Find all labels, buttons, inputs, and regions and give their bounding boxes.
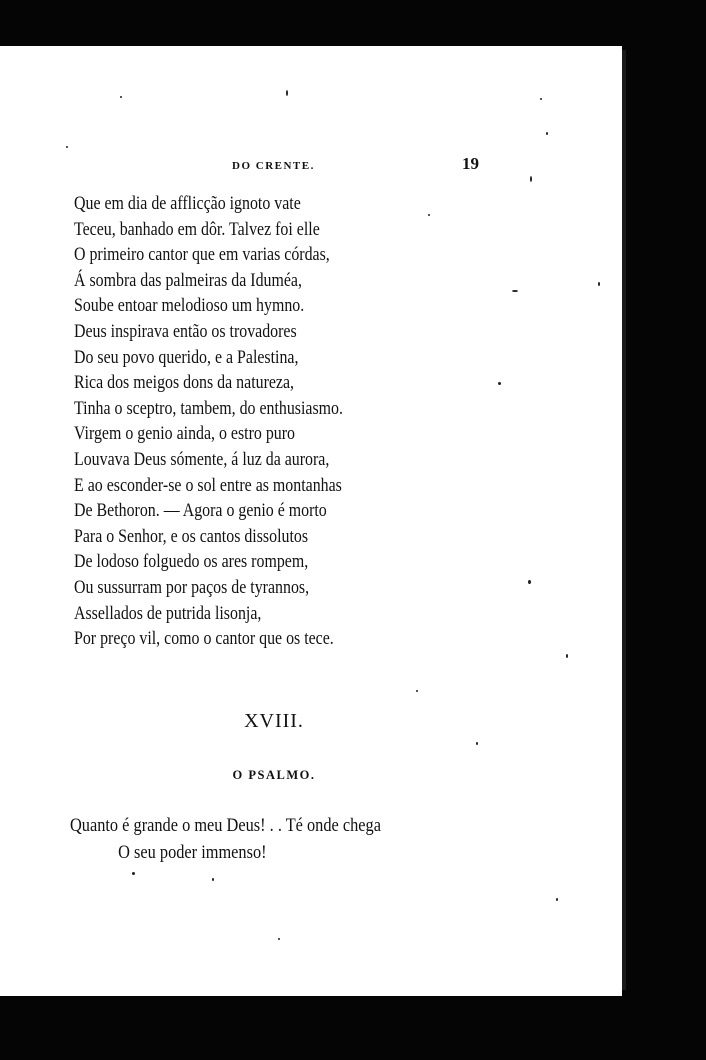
verse-line: Do seu povo querido, e a Palestina, bbox=[74, 347, 299, 368]
verse-line: Que em dia de afflicção ignoto vate bbox=[74, 194, 301, 214]
verse-line: Tinha o sceptro, tambem, do enthusiasmo. bbox=[74, 398, 343, 419]
scan-speck bbox=[132, 872, 135, 875]
verse-line: Á sombra das palmeiras da Iduméa, bbox=[74, 270, 302, 291]
scan-speck bbox=[428, 214, 430, 216]
scan-speck bbox=[546, 132, 548, 135]
scan-speck bbox=[598, 282, 600, 286]
verse-line: De lodoso folguedo os ares rompem, bbox=[74, 552, 309, 573]
verse-line: Teceu, banhado em dôr. Talvez foi elle bbox=[74, 219, 320, 240]
verse-line: O primeiro cantor que em varias córdas, bbox=[74, 245, 330, 266]
verse-line: Soube entoar melodioso um hymno. bbox=[74, 296, 305, 317]
scan-speck bbox=[512, 290, 518, 292]
verse-line: Louvava Deus sómente, á luz da aurora, bbox=[74, 449, 330, 470]
verse-line: Rica dos meigos dons da natureza, bbox=[74, 373, 295, 394]
verse-line: Por preço vil, como o cantor que os tece. bbox=[74, 629, 334, 650]
verse-block bbox=[74, 192, 343, 653]
verse-line: Para o Senhor, e os cantos dissolutos bbox=[74, 526, 309, 547]
scan-speck bbox=[528, 580, 531, 584]
verse-line: Virgem o genio ainda, o estro puro bbox=[74, 424, 296, 445]
verse-line: De Bethoron. — Agora o genio é morto bbox=[74, 501, 327, 522]
psalm-line: O seu poder immenso! bbox=[118, 842, 267, 863]
page-number: 19 bbox=[462, 154, 479, 173]
verse-line: E ao esconder-se o sol entre as montanhas bbox=[74, 475, 342, 496]
scan-border-top bbox=[0, 0, 706, 46]
scan-speck bbox=[530, 176, 532, 182]
scan-speck bbox=[212, 878, 214, 881]
scan-speck bbox=[120, 96, 122, 98]
scan-border-right bbox=[622, 46, 706, 1006]
scan-speck bbox=[498, 382, 501, 385]
scan-speck bbox=[416, 690, 418, 692]
book-page bbox=[0, 46, 622, 992]
scan-speck bbox=[566, 654, 568, 658]
scan-speck bbox=[66, 146, 68, 148]
psalm-line: Quanto é grande o meu Deus! . . Té onde chega bbox=[70, 815, 381, 836]
running-head: DO CRENTE. bbox=[232, 160, 315, 172]
verse-line: Ou sussurram por paços de tyrannos, bbox=[74, 577, 310, 598]
scan-speck bbox=[286, 90, 288, 96]
verse-line: Deus inspirava então os trovadores bbox=[74, 321, 297, 342]
scan-border-bottom bbox=[0, 996, 706, 1060]
scan-speck bbox=[540, 98, 542, 100]
section-title: O PSALMO. bbox=[232, 768, 316, 782]
scan-speck bbox=[556, 898, 558, 901]
verse-line: Assellados de putrida lisonja, bbox=[74, 603, 262, 624]
scan-speck bbox=[476, 742, 478, 745]
psalm-block bbox=[70, 812, 381, 866]
section-number: XVIII. bbox=[244, 710, 304, 732]
scan-speck bbox=[278, 938, 280, 940]
